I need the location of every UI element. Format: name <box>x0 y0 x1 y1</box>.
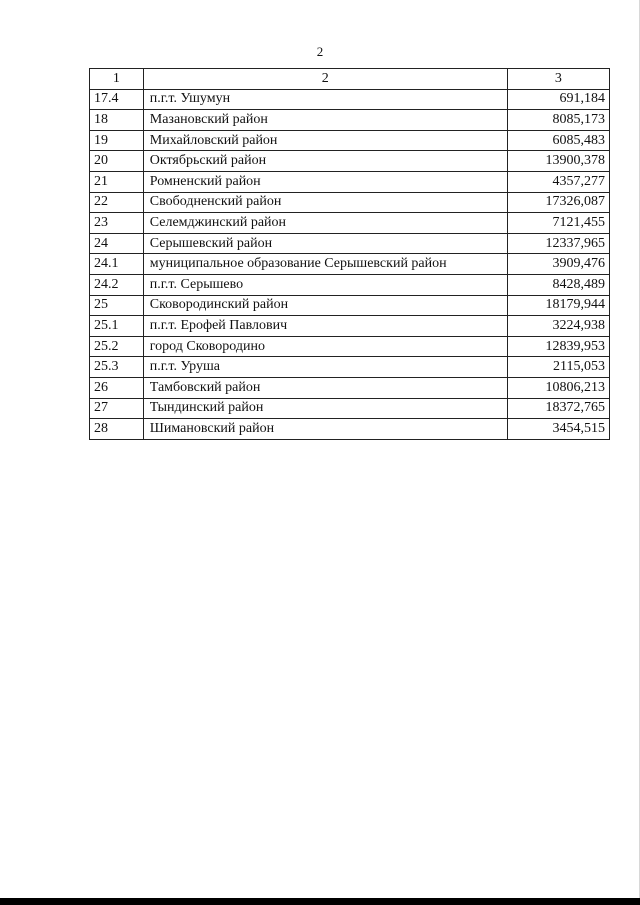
table-row <box>90 151 610 172</box>
table-row <box>90 254 610 275</box>
row-name-cell: муниципальное образование Серышевский район <box>143 254 507 275</box>
row-name-cell: Селемджинский район <box>143 213 507 234</box>
scan-bottom-edge <box>0 898 640 905</box>
table-row <box>90 213 610 234</box>
row-value-cell: 6085,483 <box>507 130 609 151</box>
header-cell-number: 1 <box>90 69 144 90</box>
row-name-cell: Свободненский район <box>143 192 507 213</box>
table-body <box>90 89 610 439</box>
row-number-cell: 18 <box>90 110 144 131</box>
row-name-cell: п.г.т. Ерофей Павлович <box>143 316 507 337</box>
row-number-cell: 20 <box>90 151 144 172</box>
row-number-cell: 25 <box>90 295 144 316</box>
table-row <box>90 357 610 378</box>
row-number-cell: 27 <box>90 398 144 419</box>
table-row <box>90 130 610 151</box>
table-row <box>90 377 610 398</box>
row-number-cell: 28 <box>90 419 144 440</box>
row-number-cell: 24.2 <box>90 274 144 295</box>
row-name-cell: Михайловский район <box>143 130 507 151</box>
row-name-cell: Октябрьский район <box>143 151 507 172</box>
row-number-cell: 22 <box>90 192 144 213</box>
table-row <box>90 316 610 337</box>
table-row <box>90 398 610 419</box>
row-value-cell: 18179,944 <box>507 295 609 316</box>
row-value-cell: 3909,476 <box>507 254 609 275</box>
row-value-cell: 18372,765 <box>507 398 609 419</box>
row-number-cell: 25.2 <box>90 336 144 357</box>
table-row <box>90 274 610 295</box>
row-number-cell: 21 <box>90 171 144 192</box>
table-row <box>90 110 610 131</box>
data-table <box>89 68 610 440</box>
row-value-cell: 3224,938 <box>507 316 609 337</box>
row-value-cell: 8428,489 <box>507 274 609 295</box>
row-name-cell: город Сковородино <box>143 336 507 357</box>
table-row <box>90 336 610 357</box>
row-name-cell: Ромненский район <box>143 171 507 192</box>
row-value-cell: 3454,515 <box>507 419 609 440</box>
table-row <box>90 419 610 440</box>
table-row <box>90 233 610 254</box>
row-number-cell: 19 <box>90 130 144 151</box>
page-number: 2 <box>316 44 324 59</box>
row-name-cell: Тындинский район <box>143 398 507 419</box>
row-value-cell: 2115,053 <box>507 357 609 378</box>
header-row <box>90 69 610 90</box>
row-number-cell: 24.1 <box>90 254 144 275</box>
row-value-cell: 691,184 <box>507 89 609 110</box>
table-row <box>90 171 610 192</box>
row-name-cell: Серышевский район <box>143 233 507 254</box>
row-value-cell: 8085,173 <box>507 110 609 131</box>
row-value-cell: 12839,953 <box>507 336 609 357</box>
row-name-cell: Мазановский район <box>143 110 507 131</box>
header-cell-value: 3 <box>507 69 609 90</box>
table-row <box>90 192 610 213</box>
row-name-cell: Шимановский район <box>143 419 507 440</box>
row-value-cell: 4357,277 <box>507 171 609 192</box>
row-name-cell: п.г.т. Ушумун <box>143 89 507 110</box>
row-number-cell: 24 <box>90 233 144 254</box>
row-name-cell: п.г.т. Серышево <box>143 274 507 295</box>
row-name-cell: п.г.т. Уруша <box>143 357 507 378</box>
row-value-cell: 10806,213 <box>507 377 609 398</box>
row-value-cell: 13900,378 <box>507 151 609 172</box>
row-value-cell: 7121,455 <box>507 213 609 234</box>
table-row <box>90 295 610 316</box>
row-number-cell: 17.4 <box>90 89 144 110</box>
row-value-cell: 12337,965 <box>507 233 609 254</box>
row-name-cell: Тамбовский район <box>143 377 507 398</box>
row-number-cell: 23 <box>90 213 144 234</box>
row-number-cell: 25.3 <box>90 357 144 378</box>
row-value-cell: 17326,087 <box>507 192 609 213</box>
row-name-cell: Сковородинский район <box>143 295 507 316</box>
header-cell-name: 2 <box>143 69 507 90</box>
row-number-cell: 26 <box>90 377 144 398</box>
table-row <box>90 89 610 110</box>
table-header <box>90 69 610 90</box>
row-number-cell: 25.1 <box>90 316 144 337</box>
